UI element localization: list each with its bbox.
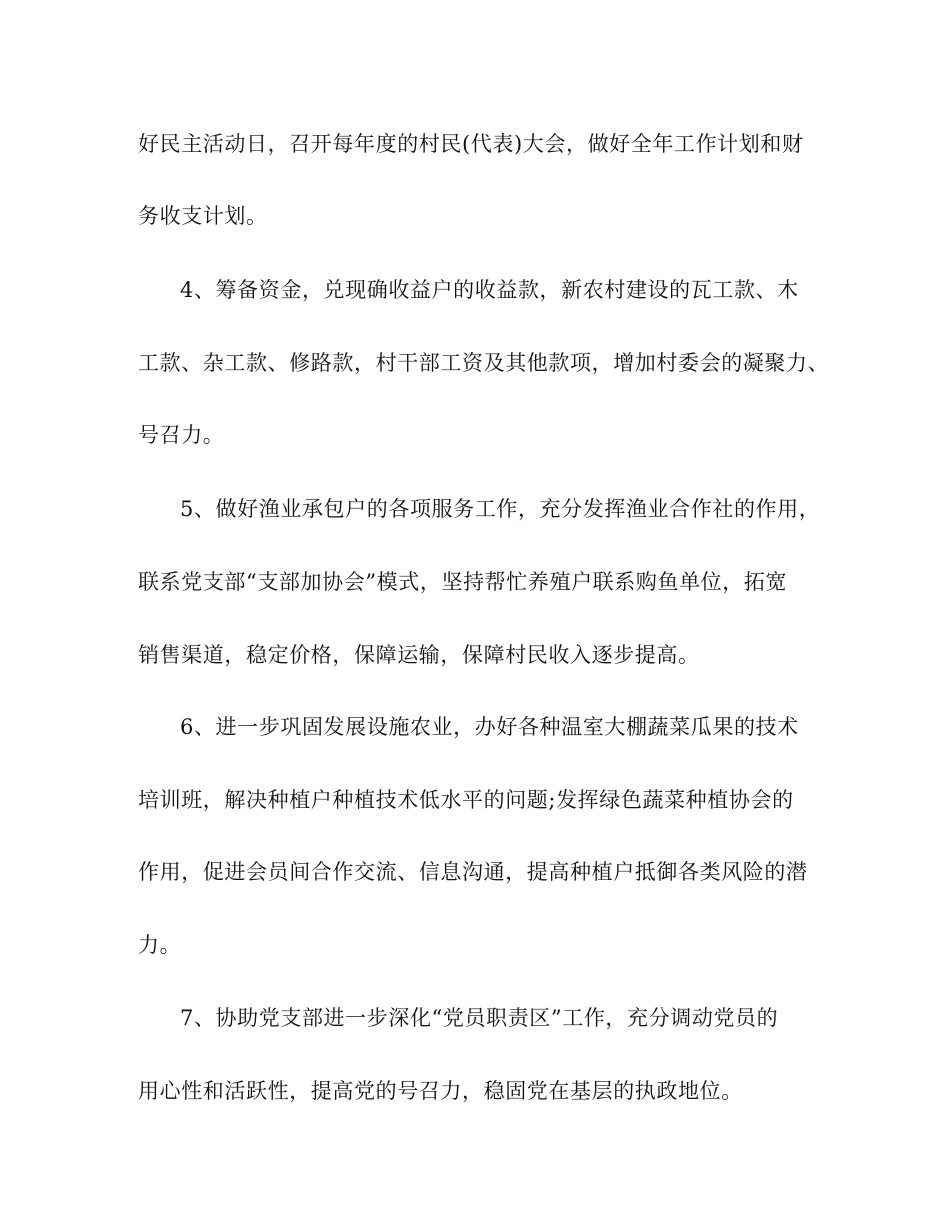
- text-line-2: 务收支计划。: [138, 204, 268, 228]
- text-line-6: 5、做好渔业承包户的各项服务工作，充分发挥渔业合作社的作用，: [180, 497, 821, 521]
- text-line-9: 6、进一步巩固发展设施农业，办好各种温室大棚蔬菜瓜果的技术: [180, 715, 799, 739]
- text-line-3: 4、筹备资金，兑现确收益户的收益款，新农村建设的瓦工款、木: [180, 278, 799, 302]
- text-line-12: 力。: [138, 933, 182, 957]
- text-line-4: 工款、杂工款、修路款，村干部工资及其他款项，增加村委会的凝聚力、: [138, 351, 830, 375]
- text-line-10: 培训班，解决种植户种植技术低水平的问题;发挥绿色蔬菜种植协会的: [138, 788, 794, 812]
- text-line-14: 用心性和活跃性，提高党的号召力，稳固党在基层的执政地位。: [138, 1079, 743, 1103]
- text-line-5: 号召力。: [138, 423, 225, 447]
- text-line-13: 7、协助党支部进一步深化“党员职责区”工作，充分调动党员的: [180, 1006, 779, 1030]
- text-line-7: 联系党支部“支部加协会”模式，坚持帮忙养殖户联系购鱼单位，拓宽: [138, 570, 788, 594]
- text-line-8: 销售渠道，稳定价格，保障运输，保障村民收入逐步提高。: [138, 643, 700, 667]
- text-line-1: 好民主活动日，召开每年度的村民(代表)大会，做好全年工作计划和财: [138, 132, 804, 156]
- text-line-11: 作用，促进会员间合作交流、信息沟通，提高种植户抵御各类风险的潜: [138, 860, 808, 884]
